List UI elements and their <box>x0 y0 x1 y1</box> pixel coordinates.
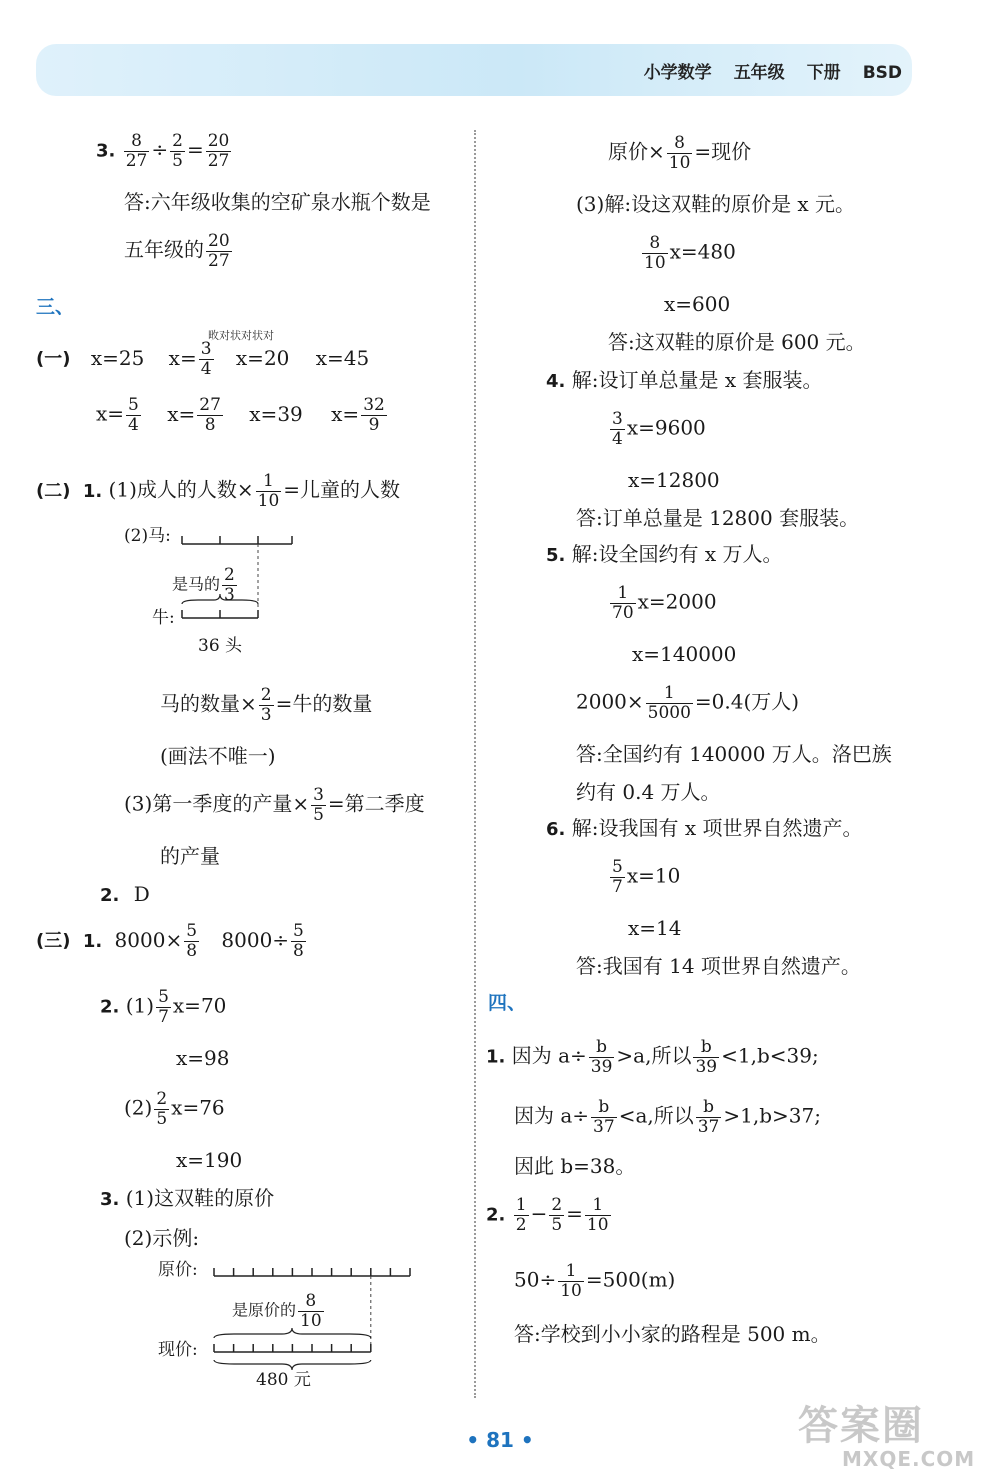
section-four-heading: 四、 <box>488 992 527 1014</box>
part2-q1-2-eq: 马的数量× $\frac{2}{3}$ =牛的数量 <box>160 685 373 725</box>
column-divider <box>474 130 476 1398</box>
r-q3-3-answer: 答:这双鞋的原价是 600 元。 <box>608 330 866 354</box>
fraction: $\frac{1}{10}$ <box>586 1195 609 1235</box>
fraction: $\frac{1}{70}$ <box>612 583 634 623</box>
fraction: $\frac{2}{5}$ <box>172 131 183 171</box>
part1-row1: (一) x=25 x= $\frac{3}{4}$ x=20 x=45 <box>36 339 370 379</box>
part3-q2-2: (2) $\frac{2}{5}$ x=76 <box>124 1089 225 1129</box>
fraction: $\frac{1}{10}$ <box>560 1261 582 1301</box>
q3-answer-line1: 答:六年级收集的空矿泉水瓶个数是 <box>124 190 431 214</box>
watermark-title: 答案圈 <box>798 1403 924 1449</box>
s4-q1-line2: 因为 a÷ $\frac{b}{37}$ <a,所以 $\frac{b}{37}$ >1,b>37; <box>514 1097 821 1137</box>
fraction: $\frac{3}{4}$ <box>612 409 623 449</box>
r-price-eq: 原价× $\frac{8}{10}$ =现价 <box>608 133 752 173</box>
watermark-url: MXQE.COM <box>842 1447 976 1471</box>
fraction: $\frac{8}{10}$ <box>644 233 666 273</box>
fraction: $\frac{5}{4}$ <box>128 395 139 435</box>
fraction: $\frac{20}{27}$ <box>208 231 230 271</box>
fraction: $\frac{3}{5}$ <box>313 785 324 825</box>
section-three-heading: 三、 <box>36 296 75 318</box>
scribble-mark: 畋对状对状对 <box>208 329 274 342</box>
r-q3-3: (3)解:设这双鞋的原价是 x 元。 <box>576 192 856 216</box>
r-q5-calc: 2000× $\frac{1}{5000}$ =0.4(万人) <box>576 683 800 723</box>
page-header-banner <box>36 44 912 96</box>
part3-q2-1: 2. (1) $\frac{5}{7}$ x=70 <box>100 987 227 1027</box>
s4-q1-line3: 因此 b=38。 <box>514 1154 636 1178</box>
q3-equation: 3. $\frac{8}{27}$ ÷ $\frac{2}{5}$ = $\frac{20}{27}$ <box>96 131 230 171</box>
header-volume: 下册 <box>806 63 841 83</box>
r-q6-eq: $\frac{5}{7}$ x=10 <box>612 857 681 897</box>
r-q5-answer1: 答:全国约有 140000 万人。洛巴族 <box>576 742 892 766</box>
r-q3-3-eq: $\frac{8}{10}$ x=480 <box>644 233 736 273</box>
r-q5-eq: $\frac{1}{70}$ x=2000 <box>612 583 717 623</box>
diagram1-bottom-label: 36 头 <box>198 636 243 656</box>
fraction: $\frac{1}{5000}$ <box>647 683 691 723</box>
diagram2-bottom-label: 480 元 <box>256 1370 311 1390</box>
r-q4: 4. 解:设订单总量是 x 套服装。 <box>546 368 823 392</box>
fraction: $\frac{8}{10}$ <box>300 1291 322 1331</box>
fraction: $\frac{3}{4}$ <box>200 339 212 379</box>
header-info <box>622 58 902 83</box>
part3-q2-2-result: x=190 <box>176 1148 243 1172</box>
r-q6: 6. 解:设我国有 x 项世界自然遗产。 <box>546 816 863 840</box>
s4-q2-answer: 答:学校到小小家的路程是 500 m。 <box>514 1322 831 1346</box>
part2-note: (画法不唯一) <box>160 744 276 768</box>
s4-q2-eq: 2. $\frac{1}{2}$ − $\frac{2}{5}$ = $\frac{1}{10}$ <box>486 1195 609 1235</box>
part3-q2-1-result: x=98 <box>176 1046 230 1070</box>
fraction: $\frac{27}{8}$ <box>199 395 221 435</box>
r-q3-3-x: x=600 <box>664 292 731 316</box>
fraction: $\frac{5}{8}$ <box>186 921 198 961</box>
part3-q1: (三) 1. 8000× $\frac{5}{8}$ 8000÷ $\frac{5}{8}$ <box>36 921 304 961</box>
r-q6-answer: 答:我国有 14 项世界自然遗产。 <box>576 954 861 978</box>
part3-q3-2: (2)示例: <box>124 1226 200 1250</box>
diagram2-label: 是原价的 $\frac{8}{10}$ <box>232 1291 322 1331</box>
header-subject: 小学数学 <box>643 63 712 83</box>
r-q4-answer: 答:订单总量是 12800 套服装。 <box>576 506 860 530</box>
diagram2-top-label: 原价: <box>158 1260 198 1280</box>
part2-q1-2-label: (2)马: <box>124 526 171 546</box>
fraction: $\frac{2}{5}$ <box>156 1089 168 1129</box>
fraction: $\frac{32}{9}$ <box>363 395 385 435</box>
fraction: $\frac{5}{7}$ <box>158 987 169 1027</box>
watermark <box>798 1394 988 1471</box>
fraction: $\frac{8}{10}$ <box>668 133 691 173</box>
s4-q2-calc: 50÷ $\frac{1}{10}$ =500(m) <box>514 1261 676 1301</box>
part2-q1-1: (二) 1. (1)成人的人数× $\frac{1}{10}$ =儿童的人数 <box>36 471 401 511</box>
diagram2-now-label: 现价: <box>158 1340 198 1360</box>
fraction: $\frac{20}{27}$ <box>207 131 230 171</box>
fraction: $\frac{b}{37}$ <box>697 1097 720 1137</box>
diagram1-cow-label: 牛: <box>152 608 175 628</box>
fraction: $\frac{1}{10}$ <box>257 471 280 511</box>
s4-q1-line1: 1. 因为 a÷ $\frac{b}{39}$ >a,所以 $\frac{b}{39}$ <1,b<39; <box>486 1037 819 1077</box>
part3-q3-1: 3. (1)这双鞋的原价 <box>100 1186 275 1210</box>
r-q5: 5. 解:设全国约有 x 万人。 <box>546 542 783 566</box>
diagram1-label: 是马的 $\frac{2}{3}$ <box>172 565 235 605</box>
fraction: $\frac{2}{5}$ <box>551 1195 563 1235</box>
q3-answer-line2: 五年级的 $\frac{20}{27}$ <box>124 231 230 271</box>
header-grade: 五年级 <box>733 63 785 83</box>
header-edition: BSD <box>862 63 902 83</box>
fraction: $\frac{b}{39}$ <box>695 1037 718 1077</box>
fraction: $\frac{1}{2}$ <box>515 1195 527 1235</box>
r-q6-x: x=14 <box>628 916 682 940</box>
r-q4-x: x=12800 <box>628 468 720 492</box>
part2-q1-3-cont: 的产量 <box>160 844 220 868</box>
page-number: • 81 • <box>466 1428 534 1452</box>
fraction: $\frac{2}{3}$ <box>260 685 272 725</box>
part1-row2: x= $\frac{5}{4}$ x= $\frac{27}{8}$ x=39 x= $\frac{32}{9}$ <box>96 395 385 435</box>
fraction: $\frac{5}{8}$ <box>293 921 304 961</box>
part2-q2: 2. D <box>100 882 150 906</box>
r-q5-x: x=140000 <box>632 642 737 666</box>
r-q5-answer2: 约有 0.4 万人。 <box>576 780 721 804</box>
fraction: $\frac{b}{37}$ <box>593 1097 615 1137</box>
fraction: $\frac{2}{3}$ <box>224 565 235 605</box>
fraction: $\frac{b}{39}$ <box>590 1037 613 1077</box>
fraction: $\frac{5}{7}$ <box>612 857 623 897</box>
fraction: $\frac{8}{27}$ <box>125 131 148 171</box>
part2-q1-3: (3)第一季度的产量× $\frac{3}{5}$ =第二季度 <box>124 785 425 825</box>
r-q4-eq: $\frac{3}{4}$ x=9600 <box>612 409 706 449</box>
